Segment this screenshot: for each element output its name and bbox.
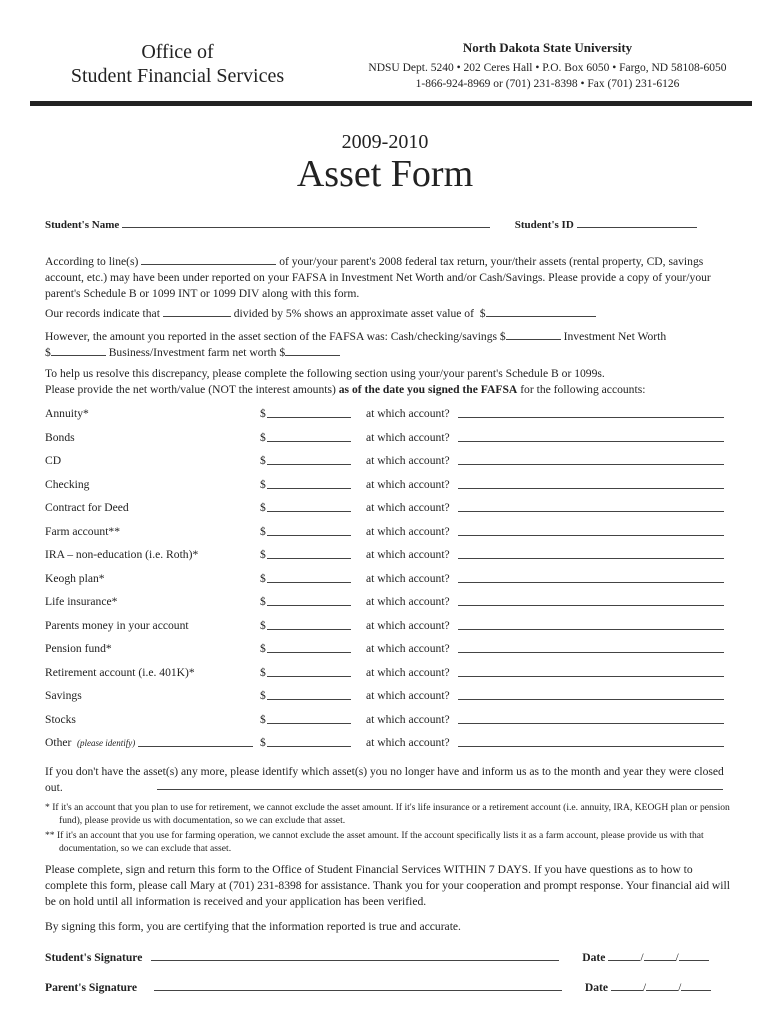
p3a: However, the amount you reported in the asset section of the FAFSA was: Cash/checking/savings $ xyxy=(45,330,506,343)
other-asset-field[interactable] xyxy=(138,736,253,747)
account-label: at which account? xyxy=(366,407,450,420)
closed-text: If you don't have the asset(s) any more, please identify which asset(s) you no longer have and inform us as to the month and year they were closed out. xyxy=(45,765,724,794)
asset-label: CD xyxy=(45,454,62,467)
asset-amount-field[interactable] xyxy=(267,642,351,653)
account-label: at which account? xyxy=(366,712,450,726)
office-name xyxy=(0,40,355,88)
account-field[interactable] xyxy=(458,431,724,442)
dollar-sign: $ xyxy=(260,501,266,514)
date-year-field[interactable] xyxy=(681,980,711,991)
asset-row xyxy=(45,689,725,705)
asset-amount-field[interactable] xyxy=(267,501,351,512)
office-line1: Office of xyxy=(141,41,214,63)
date-day-field[interactable] xyxy=(644,950,676,961)
account-field[interactable] xyxy=(458,736,724,747)
dollar-sign: $ xyxy=(260,548,266,561)
account-label: at which account? xyxy=(366,501,450,514)
asset-row xyxy=(45,431,725,447)
asset-label: Retirement account (i.e. 401K)* xyxy=(45,665,195,679)
dollar-sign: $ xyxy=(260,665,266,679)
date-year-field[interactable] xyxy=(679,950,709,961)
asset-amount-field[interactable] xyxy=(267,595,351,606)
account-field[interactable] xyxy=(458,619,724,630)
p2b: divided by 5% shows an approximate asset value of xyxy=(233,307,474,320)
asset-label: Stocks xyxy=(45,712,76,726)
dollar-sign: $ xyxy=(260,618,266,632)
asset-row xyxy=(45,642,725,658)
p1b: of your/your parent's 2008 federal tax return, your/their assets (rental property, CD, savings account, etc.) may have been under reported on your FAFSA in Investment Net Worth and/or Cash/Savings. Please provide a copy of your/your parent's Schedule B or 1099 INT or 1099 DIV along with this form. xyxy=(45,255,711,300)
contact-info xyxy=(325,60,770,92)
asset-amount-field[interactable] xyxy=(267,666,351,677)
account-field[interactable] xyxy=(458,572,724,583)
form-title: Asset Form xyxy=(296,153,474,195)
account-field[interactable] xyxy=(458,595,724,606)
dollar-sign: $ xyxy=(260,595,266,608)
dollar-sign: $ xyxy=(260,712,266,726)
account-field[interactable] xyxy=(458,642,724,653)
p4c: for the following accounts: xyxy=(520,383,646,396)
date-label: Date xyxy=(584,981,609,994)
account-field[interactable] xyxy=(458,525,724,536)
footnote-single: * If it's an account that you plan to use for retirement, we cannot exclude the asset amount. If it's life insurance or a retirement account (i.e. annuity, IRA, KEOGH plan or pension fund), please provide us with documentation, so we can exclude that asset. xyxy=(45,802,730,826)
asset-label: Parents money in your account xyxy=(45,618,189,632)
asset-row xyxy=(45,666,725,682)
date-day-field[interactable] xyxy=(646,980,678,991)
dollar-sign: $ xyxy=(260,642,266,655)
parent-signature-label: Parent's Signature xyxy=(45,981,138,994)
dollar-sign: $ xyxy=(45,346,51,359)
asset-label: Pension fund* xyxy=(45,642,112,655)
dollar-sign: $ xyxy=(260,689,266,702)
farm-worth-field[interactable] xyxy=(285,345,340,356)
account-label: at which account? xyxy=(366,642,450,655)
asset-row xyxy=(45,454,725,470)
dollar-sign: $ xyxy=(260,407,266,420)
dollar-sign: $ xyxy=(260,736,266,749)
asset-amount-field[interactable] xyxy=(267,713,351,724)
account-label: at which account? xyxy=(366,477,450,491)
p1a: According to line(s) xyxy=(45,255,139,268)
asset-label: IRA – non-education (i.e. Roth)* xyxy=(45,548,199,561)
asset-amount-field[interactable] xyxy=(267,525,351,536)
student-info-row xyxy=(45,217,725,231)
cash-field[interactable] xyxy=(506,329,561,340)
p2a: Our records indicate that xyxy=(45,307,160,320)
parent-signature-row xyxy=(45,980,735,994)
account-field[interactable] xyxy=(458,689,724,700)
asset-amount-field[interactable] xyxy=(267,454,351,465)
account-label: at which account? xyxy=(366,736,450,749)
paragraph-reported xyxy=(45,329,735,361)
p3c: Business/Investment farm net worth $ xyxy=(108,346,286,359)
account-label: at which account? xyxy=(366,548,450,561)
dollar-sign: $ xyxy=(260,430,266,444)
slash: / xyxy=(642,981,647,994)
asset-amount-field[interactable] xyxy=(267,572,351,583)
footnote-double: ** If it's an account that you use for farming operation, we cannot exclude the asset amount. If the account specifically lists it as a farm account, please provide us with that documentation, so we can exclude that asset. xyxy=(45,830,704,854)
records-amount-field[interactable] xyxy=(163,306,231,317)
student-id-label: Student's ID xyxy=(514,219,574,231)
line-number-field[interactable] xyxy=(141,254,276,265)
university-name: North Dakota State University xyxy=(462,40,633,55)
closed-assets-field[interactable] xyxy=(157,779,723,790)
slash: / xyxy=(675,951,679,964)
asset-amount-field[interactable] xyxy=(267,431,351,442)
asset-label: Checking xyxy=(45,477,90,491)
p3b: Investment Net Worth xyxy=(563,330,667,343)
asset-amount-field[interactable] xyxy=(267,619,351,630)
investment-field[interactable] xyxy=(51,345,106,356)
dollar-sign: $ xyxy=(479,307,486,320)
phone: 1-866-924-8969 or (701) 231-8398 • Fax (701) 231-6126 xyxy=(415,78,680,90)
account-field[interactable] xyxy=(458,548,724,559)
asset-label: Bonds xyxy=(45,430,75,444)
account-field[interactable] xyxy=(458,478,724,489)
student-signature-field[interactable] xyxy=(151,950,559,961)
slash: / xyxy=(640,951,644,964)
account-label: at which account? xyxy=(366,665,450,679)
account-label: at which account? xyxy=(366,689,450,702)
asset-row xyxy=(45,595,725,611)
account-label: at which account? xyxy=(366,454,450,467)
account-field[interactable] xyxy=(458,454,724,465)
student-id-field[interactable] xyxy=(577,217,697,228)
address: NDSU Dept. 5240 • 202 Ceres Hall • P.O. Box 6050 • Fargo, ND 58108-6050 xyxy=(368,62,727,74)
asset-row xyxy=(45,525,725,541)
paragraph-records xyxy=(45,306,735,322)
dollar-sign: $ xyxy=(260,477,266,491)
office-line2: Student Financial Services xyxy=(70,65,285,87)
instructions-paragraph: Please complete, sign and return this form to the Office of Student Financial Services WITHIN 7 DAYS. If you have questions as to how to complete this form, please call Mary at (701) 231-8398 for assistance. Thank you for your cooperation and prompt response. Your financial aid will be on hold until all information is received and your application has been verified. xyxy=(45,863,730,908)
p4-bold: as of the date you signed the FAFSA xyxy=(338,383,518,396)
asset-row xyxy=(45,407,725,423)
asset-label: Annuity* xyxy=(45,407,89,420)
dollar-sign: $ xyxy=(260,454,266,467)
asset-label: Life insurance* xyxy=(45,595,118,608)
account-field[interactable] xyxy=(458,407,724,418)
asset-label: Contract for Deed xyxy=(45,501,129,514)
student-name-label: Student's Name xyxy=(45,219,120,231)
asset-row xyxy=(45,548,725,564)
date-label: Date xyxy=(582,951,606,964)
date-month-field[interactable] xyxy=(611,980,643,991)
asset-row xyxy=(45,619,725,635)
asset-row xyxy=(45,501,725,517)
asset-amount-field[interactable] xyxy=(267,689,351,700)
account-label: at which account? xyxy=(366,595,450,608)
account-label: at which account? xyxy=(366,618,450,632)
asset-amount-field[interactable] xyxy=(267,407,351,418)
paragraph-tax-return xyxy=(45,254,735,302)
account-field[interactable] xyxy=(458,666,724,677)
footnotes xyxy=(45,801,735,855)
asset-row xyxy=(45,736,725,752)
p4b: Please provide the net worth/value (NOT the interest amounts) xyxy=(45,383,336,396)
account-field[interactable] xyxy=(458,501,724,512)
account-label: at which account? xyxy=(366,524,450,538)
dollar-sign: $ xyxy=(260,571,266,585)
paragraph-resolve xyxy=(45,366,735,398)
asset-label: Savings xyxy=(45,689,82,702)
form-year: 2009-2010 xyxy=(341,131,429,153)
parent-signature-field[interactable] xyxy=(154,980,562,991)
asset-amount-field[interactable] xyxy=(267,548,351,559)
asset-label: Other xyxy=(45,736,72,749)
slash: / xyxy=(678,981,682,994)
student-signature-label: Student's Signature xyxy=(45,951,143,964)
asset-row xyxy=(45,572,725,588)
p4a: To help us resolve this discrepancy, please complete the following section using your/your parent's Schedule B or 1099s. xyxy=(45,367,605,380)
date-month-field[interactable] xyxy=(608,950,640,961)
asset-label: Farm account** xyxy=(45,524,121,538)
asset-row xyxy=(45,713,725,729)
other-note: (please identify) xyxy=(77,738,136,748)
certify-text: By signing this form, you are certifying that the information reported is true and accurate. xyxy=(45,920,461,933)
account-field[interactable] xyxy=(458,713,724,724)
header-divider xyxy=(30,101,752,106)
account-label: at which account? xyxy=(366,571,450,585)
asset-row xyxy=(45,478,725,494)
student-signature-row xyxy=(45,950,735,964)
account-label: at which account? xyxy=(366,430,450,444)
dollar-sign: $ xyxy=(260,524,266,538)
asset-value-field[interactable] xyxy=(486,306,596,317)
asset-amount-field[interactable] xyxy=(267,478,351,489)
student-name-field[interactable] xyxy=(122,217,490,228)
asset-amount-field[interactable] xyxy=(267,736,351,747)
asset-label: Keogh plan* xyxy=(45,571,105,585)
